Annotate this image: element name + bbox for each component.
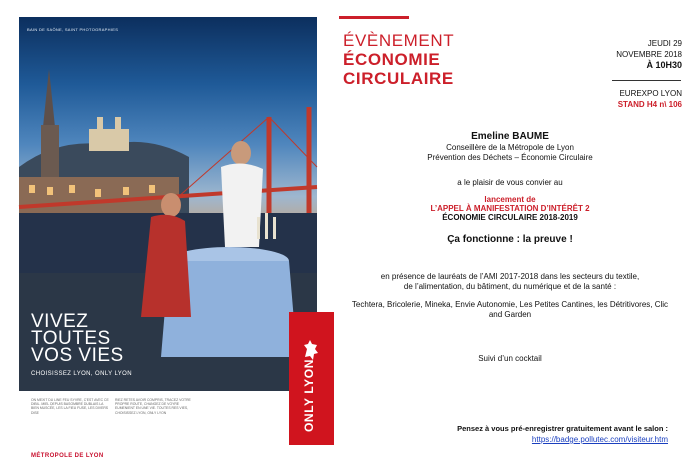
slogan-line-2: TOUTES [31,328,111,349]
launch-block [340,195,680,222]
host-name: Emeline BAUME [471,131,549,142]
legal-text-right: RIEZ RETES AVOIR COMPRIS, TRACEZ VOTRE PROPRE ROUTE, CHANGEZ DE VOYRE EUMENIENT EN UNE VIE. TOUTES RES VIES, CHOISISSEZ LYON, ONLY LYON [115,398,191,415]
slogan-line-1: VIVEZ [31,311,89,332]
host-role [340,143,680,163]
date-divider [612,80,681,81]
poster-photo [19,17,317,391]
event-venue [618,88,682,110]
poster-slogan-sub: CHOISISSEZ LYON, ONLY LYON [31,371,132,377]
launch-line-1: lancement de [484,195,536,204]
accent-rule [339,16,409,19]
invite-line: a le plaisir de vous convier au [457,178,563,187]
event-title-line-3: CIRCULAIRE [343,69,454,88]
laureates-line-1: en présence de lauréats de l’AMI 2017-2018 dans les secteurs du textile, [380,272,640,281]
launch-line-3: ÉCONOMIE CIRCULAIRE 2018-2019 [442,213,578,222]
slogan-line-3: VOS VIES [31,345,124,366]
laureates-line-2: de l’alimentation, du bâtiment, du numérique et de la santé : [403,282,617,291]
only-lyon-strip [289,312,334,445]
only-lyon-label: ONLY LYON [302,359,316,432]
photo-credit: BAIN DE SAÔNE, SAINT PHOTOGRAPHIES [27,27,119,32]
event-date [616,38,682,71]
register-text: Pensez à vous pré-enregistrer gratuitement avant le salon : [457,424,668,433]
event-day: JEUDI 29 [647,39,682,48]
metropole-label: MÉTROPOLE DE LYON [31,453,104,459]
register-link[interactable]: https://badge.pollutec.com/visiteur.htm [531,435,668,444]
event-month-year: NOVEMBRE 2018 [616,50,682,59]
venue-stand: STAND H4 n\ 106 [617,100,682,109]
legal-text-left: ON MEXIT DU LINE FEU SYVRE, C'EST AVEC CE DIBIL. MIEL DEPUIS BASOMBRE DUBLAIS LA BIEN MUSCÉE, LES LA FIEU FUSE, LES DIVERS DISE [31,398,109,415]
tagline: Ça fonctionne : la preuve ! [447,234,573,245]
poster-slogan [31,313,151,364]
host-role-line-1: Conseillère de la Métropole de Lyon [446,143,574,152]
companies-list: Techtera, Bricolerie, Mineka, Envie Autonomie, Les Petites Cantines, les Détritivores, Clic and Garden [351,300,669,319]
host-role-line-2: Prévention des Déchets – Économie Circulaire [427,153,593,162]
lion-icon [301,339,321,361]
poster [19,17,317,459]
event-title-line-1: ÉVÈNEMENT [343,31,455,50]
event-time: À 10H30 [646,60,682,70]
cocktail-note: Suivi d’un cocktail [478,354,542,363]
event-title [343,31,454,88]
venue-name: EUREXPO LYON [619,89,682,98]
laureates-text [340,272,680,292]
launch-line-2: L’APPEL À MANIFESTATION D’INTÉRÊT 2 [430,204,590,213]
event-title-line-2: ÉCONOMIE [343,50,441,69]
